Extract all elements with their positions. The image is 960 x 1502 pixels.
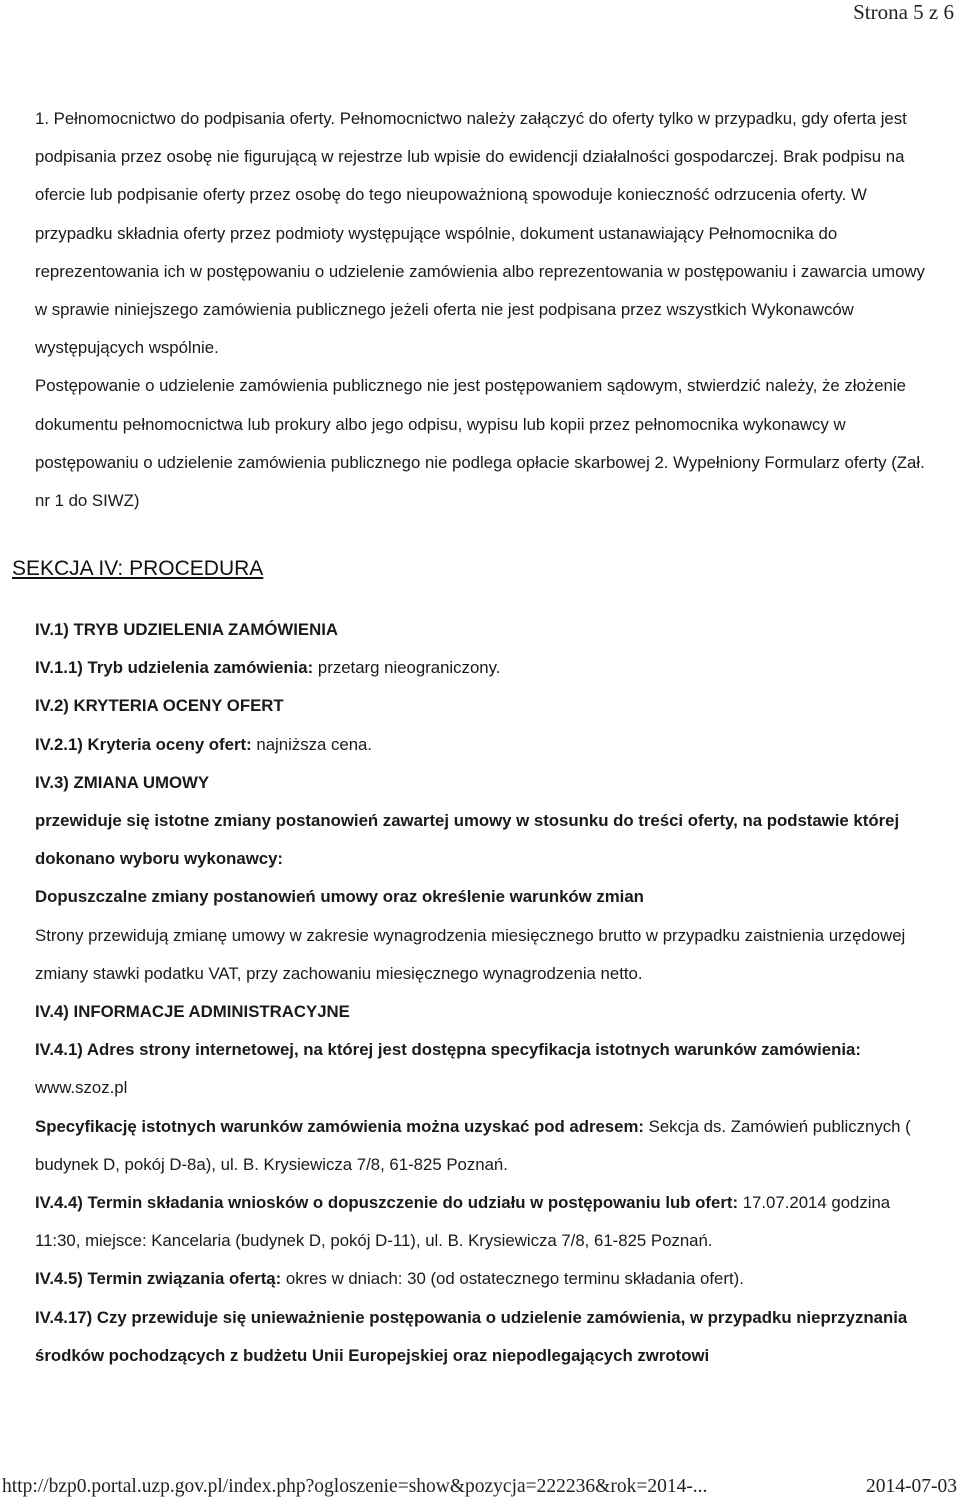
kryteria-row: [35, 726, 940, 764]
zwiazania-value: okres w dniach: 30 (od ostatecznego terminu składania ofert).: [281, 1269, 744, 1289]
footer-url: http://bzp0.portal.uzp.gov.pl/index.php?ogloszenie=show&pozycja=222236&rok=2014-...: [2, 1476, 708, 1497]
zmiana-question: przewiduje się istotne zmiany postanowień zawartej umowy w stosunku do treści oferty, na podstawie której dokonano wyboru wykonawcy:: [35, 811, 900, 869]
termin-label: IV.4.4) Termin składania wniosków o dopuszczenie do udziału w postępowaniu lub ofert:: [35, 1193, 739, 1213]
intro-text: [35, 100, 935, 520]
intro-paragraph-1: 1. Pełnomocnictwo do podpisania oferty. Pełnomocnictwo należy załączyć do oferty tylko w przypadku, gdy oferta jest podpisania przez osobę nie figurującą w rejestrze lub wpisie do ewidencji działalności gospodarczej. Brak podpisu na ofercie lub podpisanie oferty przez osobę do tego nieupoważnioną spowoduje konieczność odrzucenia oferty. W przypadku składnia oferty przez podmioty występujące wspólnie, dokument ustanawiający Pełnomocnika do reprezentowania ich w postępowaniu o udzielenie zamówienia albo reprezentowania w postępowaniu i zawarcia umowy w sprawie niniejszego zamówienia publicznego jeżeli oferta nie jest podpisana przez wszystkich Wykonawców występujących wspólnie.: [35, 109, 925, 358]
zmiana-heading: IV.3) ZMIANA UMOWY: [35, 772, 210, 792]
tryb-row: [35, 649, 940, 687]
section-title: SEKCJA IV: PROCEDURA: [12, 557, 264, 580]
termin-row: [35, 1184, 940, 1260]
zmiana-subheading: Dopuszczalne zmiany postanowień umowy oraz określenie warunków zmian: [35, 887, 644, 907]
adres-value: www.szoz.pl: [35, 1078, 128, 1098]
adres-row: [35, 1031, 940, 1107]
zwiazania-label: IV.4.5) Termin związania ofertą:: [35, 1269, 282, 1289]
kryteria-heading: IV.2) KRYTERIA OCENY OFERT: [35, 696, 284, 716]
tryb-value: przetarg nieograniczony.: [313, 658, 501, 678]
page-number: Strona 5 z 6: [853, 0, 954, 24]
kryteria-value: najniższa cena.: [251, 734, 373, 754]
footer-date: 2014-07-03: [866, 1476, 957, 1497]
spec-label: Specyfikację istotnych warunków zamówienia można uzyskać pod adresem:: [35, 1116, 644, 1136]
termin-value: 17.07.2014 godzina 11:30, miejsce: Kancelaria (budynek D, pokój D-11), ul. B. Krysiewicza 7/8, 61-825 Poznań.: [35, 1193, 891, 1251]
adres-label: IV.4.1) Adres strony internetowej, na której jest dostępna specyfikacja istotnych warunków zamówienia:: [35, 1040, 861, 1060]
tryb-label: IV.1.1) Tryb udzielenia zamówienia:: [35, 658, 314, 678]
spec-value: Sekcja ds. Zamówień publicznych ( budynek D, pokój D-8a), ul. B. Krysiewicza 7/8, 61-825 Poznań.: [35, 1116, 911, 1174]
procedure-section: [35, 611, 940, 1375]
spec-row: [35, 1108, 940, 1184]
zwiazania-row: [35, 1260, 940, 1298]
uniewaznienie-question: IV.4.17) Czy przewiduje się unieważnienie postępowania o udzielenie zamówienia, w przypadku nieprzyznania środków pochodzących z budżetu Unii Europejskiej oraz niepodlegających zwrotowi: [35, 1307, 908, 1365]
tryb-heading: IV.1) TRYB UDZIELENIA ZAMÓWIENIA: [35, 620, 339, 639]
info-heading: IV.4) INFORMACJE ADMINISTRACYJNE: [35, 1002, 350, 1022]
zmiana-text: Strony przewidują zmianę umowy w zakresie wynagrodzenia miesięcznego brutto w przypadku zaistnienia urzędowej zmiany stawki podatku VAT, przy zachowaniu miesięcznego wynagrodzenia netto.: [35, 925, 906, 983]
kryteria-label: IV.2.1) Kryteria oceny ofert:: [35, 734, 252, 754]
intro-paragraph-2: Postępowanie o udzielenie zamówienia publicznego nie jest postępowaniem sądowym, stwierdzić należy, że złożenie dokumentu pełnomocnictwa lub prokury albo jego odpisu, wypisu lub kopii przez pełnomocnika wykonawcy w postępowaniu o udzielenie zamówienia publicznego nie podlega opłacie skarbowej 2. Wypełniony Formularz oferty (Zał. nr 1 do SIWZ): [35, 376, 925, 511]
